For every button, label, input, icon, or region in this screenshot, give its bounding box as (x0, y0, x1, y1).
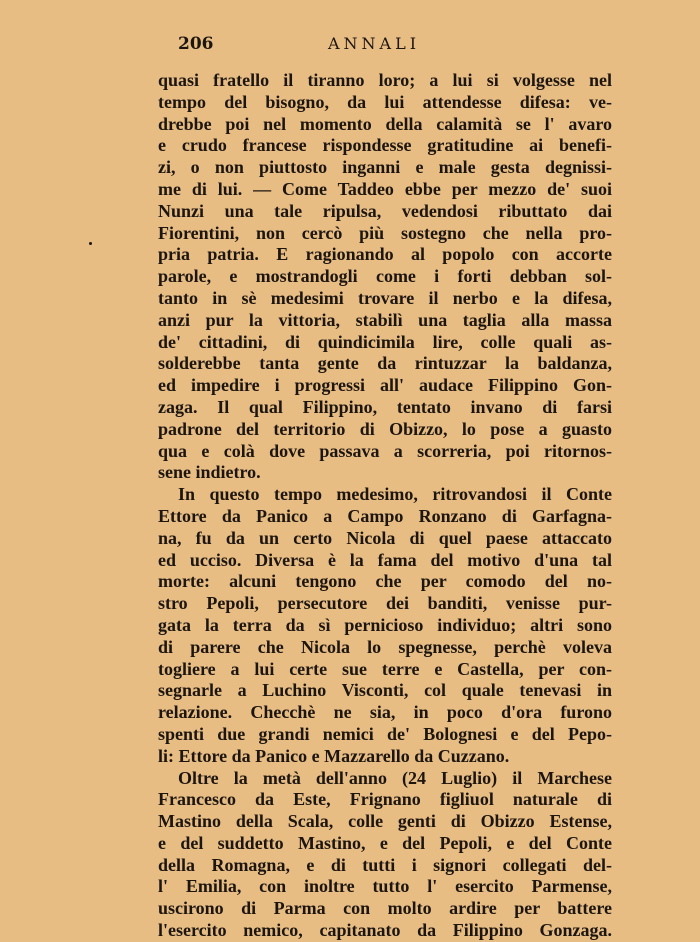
text-line: gata la terra da sì pernicioso individuo; altri sono (158, 614, 612, 635)
text-line: segnarle a Luchino Visconti, col quale tenevasi in (158, 680, 612, 701)
text-line: zi, o non piuttosto inganni e male gesta degnissi- (158, 157, 612, 178)
text-line: de' cittadini, di quindicimila lire, colle quali as- (158, 331, 612, 352)
text-line: ed impedire i progressi all' audace Filippino Gon- (158, 375, 612, 396)
text-line: e del suddetto Mastino, e del Pepoli, e del Conte (158, 832, 612, 853)
text-line: tempo del bisogno, da lui attendesse difesa: ve- (158, 91, 612, 112)
running-title: ANNALI (328, 34, 421, 53)
ink-speck (89, 242, 92, 245)
text-line: zaga. Il qual Filippino, tentato invano di farsi (158, 396, 612, 417)
text-line: Ettore da Panico a Campo Ronzano di Garfagna- (158, 505, 612, 526)
text-line: Oltre la metà dell'anno (24 Luglio) il Marchese (178, 767, 612, 788)
text-line: qua e colà dove passava a scorreria, poi ritornos- (158, 440, 612, 461)
text-line: spenti due grandi nemici de' Bolognesi e del Pepo- (158, 723, 612, 744)
text-line: l'esercito nemico, capitanato da Filippino Gonzaga. (158, 920, 612, 941)
text-line: stro Pepoli, persecutore dei banditi, venisse pur- (158, 593, 612, 614)
text-line: padrone del territorio di Obizzo, lo pose a guasto (158, 418, 612, 439)
text-line: pria patria. E ragionando al popolo con accorte (158, 244, 612, 265)
text-line: uscirono di Parma con molto ardire per battere (158, 898, 612, 919)
text-line: di parere che Nicola lo spegnesse, perchè voleva (158, 636, 612, 657)
text-line: me di lui. — Come Taddeo ebbe per mezzo de' suoi (158, 178, 612, 199)
text-line: parole, e mostrandogli come i forti debban sol- (158, 266, 612, 287)
page-number: 206 (178, 34, 214, 54)
text-line: Nunzi una tale ripulsa, vedendosi ributtato dai (158, 200, 612, 221)
text-line: Mastino della Scala, colle genti di Obizzo Estense, (158, 811, 612, 832)
text-line: ed ucciso. Diversa è la fama del motivo d'una tal (158, 549, 612, 570)
text-line: togliere a lui certe sue terre e Castella, per con- (158, 658, 612, 679)
body-text (158, 70, 612, 942)
text-line: relazione. Checchè ne sia, in poco d'ora furono (158, 702, 612, 723)
text-line: Fiorentini, non cercò più sostegno che nella pro- (158, 222, 612, 243)
text-line: Francesco da Este, Frignano figliuol naturale di (158, 789, 612, 810)
text-line: solderebbe tanta gente da rintuzzar la baldanza, (158, 353, 612, 374)
text-line: e crudo francese rispondesse gratitudine ai benefi- (158, 135, 612, 156)
text-line: anzi pur la vittoria, stabilì una taglia alla massa (158, 309, 612, 330)
text-line: della Romagna, e di tutti i signori collegati del- (158, 854, 612, 875)
text-line: na, fu da un certo Nicola di quel paese attaccato (158, 527, 612, 548)
text-line: l' Emilia, con inoltre tutto l' esercito Parmense, (158, 876, 612, 897)
text-line: In questo tempo medesimo, ritrovandosi il Conte (178, 484, 612, 505)
text-line: tanto in sè medesimi trovare il nerbo e la difesa, (158, 287, 612, 308)
text-line: sene indietro. (158, 462, 261, 483)
page-header (158, 34, 612, 60)
text-line: quasi fratello il tiranno loro; a lui si volgesse nel (158, 70, 612, 90)
text-line: drebbe poi nel momento della calamità se l' avaro (158, 113, 612, 134)
text-line: li: Ettore da Panico e Mazzarello da Cuzzano. (158, 745, 510, 766)
text-line: morte: alcuni tengono che per comodo del no- (158, 571, 612, 592)
